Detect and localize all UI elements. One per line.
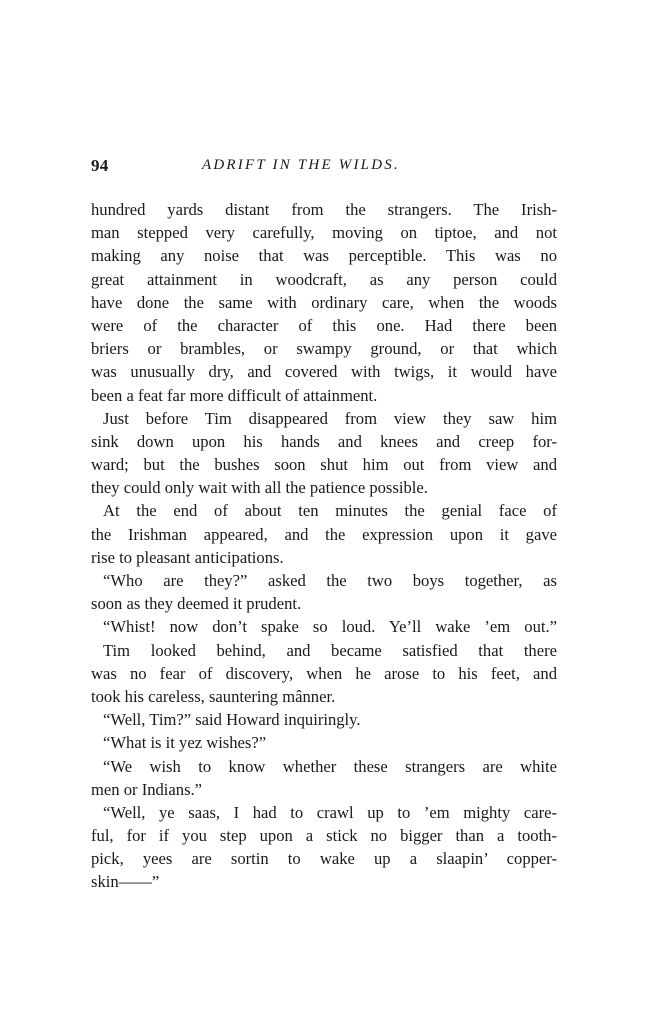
running-head: ADRIFT IN THE WILDS. — [202, 157, 400, 173]
text-line: was no fear of discovery, when he arose to his feet, and — [91, 663, 557, 683]
text-line: sink down upon his hands and knees and creep for- — [91, 431, 557, 451]
text-line: the Irishman appeared, and the expression upon it gave — [91, 524, 557, 544]
text-line: rise to pleasant anticipations. — [91, 547, 284, 567]
text-line: “Who are they?” asked the two boys together, as — [103, 571, 557, 590]
text-line: At the end of about ten minutes the genial face of — [103, 501, 557, 521]
text-line: great attainment in woodcraft, as any person could — [91, 269, 557, 289]
text-line: ful, for if you step upon a stick no bigger than a tooth- — [91, 826, 557, 846]
body-text — [91, 198, 557, 894]
text-line: Tim looked behind, and became satisfied that there — [103, 640, 557, 660]
text-line: “Whist! now don’t spake so loud. Ye’ll wake ’em out.” — [103, 617, 557, 637]
text-line: were of the character of this one. Had there been — [91, 315, 557, 335]
text-line: “We wish to know whether these strangers are white — [103, 756, 557, 776]
text-line: was unusually dry, and covered with twigs, it would have — [91, 362, 557, 382]
text-line: “Well, ye saas, I had to crawl up to ’em mighty care- — [103, 802, 557, 822]
text-line: have done the same with ordinary care, when the woods — [91, 292, 557, 312]
text-line: briers or brambles, or swampy ground, or that which — [91, 339, 557, 359]
page-number: 94 — [91, 156, 109, 175]
text-line: Just before Tim disappeared from view they saw him — [103, 408, 557, 428]
page-header — [91, 156, 557, 180]
text-line: ward; but the bushes soon shut him out from view and — [91, 455, 557, 475]
text-line: soon as they deemed it prudent. — [91, 594, 302, 614]
text-line: hundred yards distant from the strangers. The Irish- — [91, 200, 557, 219]
text-line: men or Indians.” — [91, 779, 203, 799]
text-line: skin——” — [91, 872, 160, 892]
text-line: man stepped very carefully, moving on tiptoe, and not — [91, 223, 557, 243]
text-line: pick, yees are sortin to wake up a slaapin’ copper- — [91, 849, 557, 869]
text-line: they could only wait with all the patience possible. — [91, 478, 428, 498]
text-line: took his careless, sauntering mânner. — [91, 686, 336, 706]
text-line: “What is it yez wishes?” — [103, 733, 267, 753]
text-line: “Well, Tim?” said Howard inquiringly. — [103, 710, 361, 730]
text-line: been a feat far more difficult of attainment. — [91, 385, 378, 405]
text-line: making any noise that was perceptible. This was no — [91, 246, 557, 266]
